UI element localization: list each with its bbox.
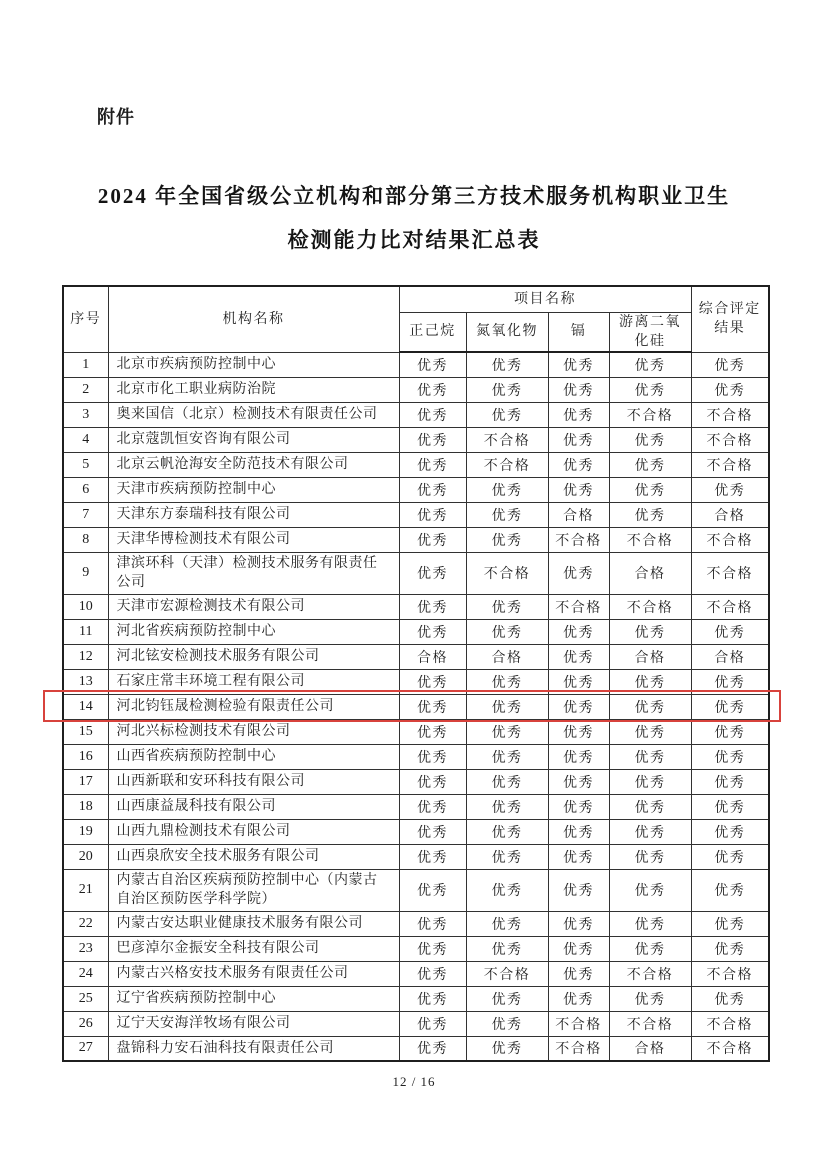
result-overall: 不合格 (691, 552, 769, 594)
result-overall: 优秀 (691, 986, 769, 1011)
row-number: 4 (63, 427, 108, 452)
result-hexane: 优秀 (399, 552, 466, 594)
row-number: 25 (63, 986, 108, 1011)
table-row (63, 769, 769, 794)
result-cadmium: 优秀 (548, 552, 609, 594)
institution-name: 山西九鼎检测技术有限公司 (108, 819, 399, 844)
result-hexane: 优秀 (399, 427, 466, 452)
table-row (63, 619, 769, 644)
result-cadmium: 优秀 (548, 352, 609, 377)
result-cadmium: 优秀 (548, 961, 609, 986)
row-number: 11 (63, 619, 108, 644)
result-cadmium: 优秀 (548, 477, 609, 502)
result-overall: 优秀 (691, 619, 769, 644)
result-nitrogen-oxides: 不合格 (466, 427, 548, 452)
table-row (63, 694, 769, 719)
result-overall: 优秀 (691, 744, 769, 769)
header-institution: 机构名称 (108, 286, 399, 352)
result-overall: 优秀 (691, 911, 769, 936)
row-number: 26 (63, 1011, 108, 1036)
table-row (63, 869, 769, 911)
row-number: 6 (63, 477, 108, 502)
result-overall: 不合格 (691, 452, 769, 477)
result-cadmium: 优秀 (548, 794, 609, 819)
row-number: 5 (63, 452, 108, 477)
result-hexane: 优秀 (399, 619, 466, 644)
result-cadmium: 优秀 (548, 844, 609, 869)
row-number: 17 (63, 769, 108, 794)
result-hexane: 优秀 (399, 986, 466, 1011)
table-row (63, 911, 769, 936)
table-row (63, 377, 769, 402)
result-nitrogen-oxides: 优秀 (466, 1036, 548, 1061)
row-number: 10 (63, 594, 108, 619)
result-cadmium: 优秀 (548, 869, 609, 911)
table-row (63, 819, 769, 844)
result-cadmium: 优秀 (548, 377, 609, 402)
result-cadmium: 优秀 (548, 911, 609, 936)
result-free-silica: 优秀 (609, 794, 691, 819)
result-hexane: 优秀 (399, 377, 466, 402)
row-number: 16 (63, 744, 108, 769)
result-free-silica: 优秀 (609, 719, 691, 744)
result-nitrogen-oxides: 优秀 (466, 527, 548, 552)
institution-name: 河北兴标检测技术有限公司 (108, 719, 399, 744)
institution-name: 内蒙古兴格安技术服务有限责任公司 (108, 961, 399, 986)
table-row (63, 594, 769, 619)
result-nitrogen-oxides: 不合格 (466, 552, 548, 594)
result-hexane: 优秀 (399, 594, 466, 619)
result-cadmium: 优秀 (548, 452, 609, 477)
result-overall: 优秀 (691, 694, 769, 719)
result-free-silica: 不合格 (609, 961, 691, 986)
table-row (63, 352, 769, 377)
result-overall: 合格 (691, 502, 769, 527)
result-overall: 优秀 (691, 477, 769, 502)
institution-name: 河北省疾病预防控制中心 (108, 619, 399, 644)
result-nitrogen-oxides: 优秀 (466, 794, 548, 819)
result-hexane: 优秀 (399, 669, 466, 694)
institution-name: 辽宁天安海洋牧场有限公司 (108, 1011, 399, 1036)
result-hexane: 优秀 (399, 402, 466, 427)
table-row (63, 502, 769, 527)
result-cadmium: 优秀 (548, 819, 609, 844)
result-free-silica: 不合格 (609, 594, 691, 619)
result-overall: 优秀 (691, 352, 769, 377)
table-row (63, 527, 769, 552)
institution-name: 北京蔻凯恒安咨询有限公司 (108, 427, 399, 452)
result-cadmium: 不合格 (548, 1011, 609, 1036)
result-nitrogen-oxides: 优秀 (466, 594, 548, 619)
row-number: 21 (63, 869, 108, 911)
result-overall: 不合格 (691, 1036, 769, 1061)
result-cadmium: 优秀 (548, 644, 609, 669)
result-free-silica: 优秀 (609, 377, 691, 402)
result-nitrogen-oxides: 优秀 (466, 819, 548, 844)
result-overall: 优秀 (691, 844, 769, 869)
result-free-silica: 优秀 (609, 911, 691, 936)
result-hexane: 优秀 (399, 719, 466, 744)
table-row (63, 552, 769, 594)
title-line-2: 检测能力比对结果汇总表 (287, 228, 541, 252)
row-number: 18 (63, 794, 108, 819)
result-free-silica: 优秀 (609, 427, 691, 452)
result-free-silica: 合格 (609, 552, 691, 594)
result-free-silica: 优秀 (609, 694, 691, 719)
result-hexane: 优秀 (399, 452, 466, 477)
result-hexane: 优秀 (399, 694, 466, 719)
table-row (63, 961, 769, 986)
result-nitrogen-oxides: 优秀 (466, 911, 548, 936)
institution-name: 盘锦科力安石油科技有限责任公司 (108, 1036, 399, 1061)
result-hexane: 优秀 (399, 869, 466, 911)
result-hexane: 优秀 (399, 819, 466, 844)
result-free-silica: 不合格 (609, 527, 691, 552)
result-overall: 合格 (691, 644, 769, 669)
result-hexane: 优秀 (399, 1036, 466, 1061)
table-row (63, 936, 769, 961)
row-number: 1 (63, 352, 108, 377)
header-project-hexane: 正己烷 (399, 312, 466, 352)
result-nitrogen-oxides: 优秀 (466, 402, 548, 427)
result-cadmium: 优秀 (548, 619, 609, 644)
result-overall: 优秀 (691, 936, 769, 961)
table-row (63, 794, 769, 819)
result-hexane: 优秀 (399, 844, 466, 869)
result-free-silica: 优秀 (609, 744, 691, 769)
result-hexane: 优秀 (399, 1011, 466, 1036)
row-number: 2 (63, 377, 108, 402)
result-nitrogen-oxides: 优秀 (466, 1011, 548, 1036)
result-nitrogen-oxides: 优秀 (466, 719, 548, 744)
result-free-silica: 优秀 (609, 986, 691, 1011)
result-hexane: 合格 (399, 644, 466, 669)
result-free-silica: 优秀 (609, 844, 691, 869)
table-row (63, 644, 769, 669)
row-number: 7 (63, 502, 108, 527)
result-overall: 不合格 (691, 527, 769, 552)
result-hexane: 优秀 (399, 961, 466, 986)
result-overall: 不合格 (691, 961, 769, 986)
institution-name: 山西新联和安环科技有限公司 (108, 769, 399, 794)
result-nitrogen-oxides: 优秀 (466, 769, 548, 794)
result-cadmium: 优秀 (548, 694, 609, 719)
table-row (63, 744, 769, 769)
institution-name: 内蒙古安达职业健康技术服务有限公司 (108, 911, 399, 936)
result-cadmium: 优秀 (548, 427, 609, 452)
institution-name: 北京云帆沧海安全防范技术有限公司 (108, 452, 399, 477)
row-number: 23 (63, 936, 108, 961)
result-free-silica: 优秀 (609, 869, 691, 911)
result-overall: 不合格 (691, 402, 769, 427)
table-row (63, 427, 769, 452)
row-number: 12 (63, 644, 108, 669)
institution-name: 北京市疾病预防控制中心 (108, 352, 399, 377)
result-nitrogen-oxides: 优秀 (466, 352, 548, 377)
result-hexane: 优秀 (399, 769, 466, 794)
result-cadmium: 优秀 (548, 669, 609, 694)
result-overall: 优秀 (691, 819, 769, 844)
table-row (63, 452, 769, 477)
table-row (63, 477, 769, 502)
result-free-silica: 优秀 (609, 769, 691, 794)
result-overall: 不合格 (691, 594, 769, 619)
result-free-silica: 优秀 (609, 619, 691, 644)
header-project-cadmium: 镉 (548, 312, 609, 352)
result-overall: 优秀 (691, 719, 769, 744)
institution-name: 山西省疾病预防控制中心 (108, 744, 399, 769)
result-cadmium: 不合格 (548, 527, 609, 552)
result-cadmium: 不合格 (548, 1036, 609, 1061)
result-nitrogen-oxides: 优秀 (466, 477, 548, 502)
result-hexane: 优秀 (399, 502, 466, 527)
row-number: 8 (63, 527, 108, 552)
result-nitrogen-oxides: 优秀 (466, 694, 548, 719)
result-overall: 不合格 (691, 1011, 769, 1036)
row-number: 13 (63, 669, 108, 694)
institution-name: 河北钧钰晟检测检验有限责任公司 (108, 694, 399, 719)
result-overall: 优秀 (691, 377, 769, 402)
header-no: 序号 (63, 286, 108, 352)
institution-name: 山西泉欣安全技术服务有限公司 (108, 844, 399, 869)
result-hexane: 优秀 (399, 936, 466, 961)
row-number: 14 (63, 694, 108, 719)
institution-name: 巴彦淖尔金振安全科技有限公司 (108, 936, 399, 961)
title-line-1: 2024 年全国省级公立机构和部分第三方技术服务机构职业卫生 (97, 184, 731, 208)
institution-name: 石家庄常丰环境工程有限公司 (108, 669, 399, 694)
table-row (63, 1036, 769, 1061)
row-number: 22 (63, 911, 108, 936)
table-row (63, 986, 769, 1011)
institution-name: 辽宁省疾病预防控制中心 (108, 986, 399, 1011)
result-hexane: 优秀 (399, 352, 466, 377)
result-nitrogen-oxides: 优秀 (466, 936, 548, 961)
result-nitrogen-oxides: 不合格 (466, 452, 548, 477)
result-free-silica: 优秀 (609, 452, 691, 477)
institution-name: 奥来国信（北京）检测技术有限责任公司 (108, 402, 399, 427)
result-free-silica: 优秀 (609, 352, 691, 377)
result-nitrogen-oxides: 优秀 (466, 619, 548, 644)
result-overall: 优秀 (691, 794, 769, 819)
institution-name: 天津东方泰瑞科技有限公司 (108, 502, 399, 527)
result-cadmium: 优秀 (548, 769, 609, 794)
result-free-silica: 优秀 (609, 669, 691, 694)
result-hexane: 优秀 (399, 911, 466, 936)
result-free-silica: 合格 (609, 1036, 691, 1061)
result-cadmium: 优秀 (548, 986, 609, 1011)
result-nitrogen-oxides: 优秀 (466, 986, 548, 1011)
institution-name: 天津华博检测技术有限公司 (108, 527, 399, 552)
result-free-silica: 合格 (609, 644, 691, 669)
result-cadmium: 合格 (548, 502, 609, 527)
result-hexane: 优秀 (399, 794, 466, 819)
result-nitrogen-oxides: 优秀 (466, 844, 548, 869)
row-number: 3 (63, 402, 108, 427)
results-table (62, 285, 770, 1062)
result-hexane: 优秀 (399, 744, 466, 769)
result-overall: 不合格 (691, 427, 769, 452)
table-row (63, 844, 769, 869)
header-overall: 综合评定结果 (691, 286, 769, 352)
institution-name: 山西康益晟科技有限公司 (108, 794, 399, 819)
result-overall: 优秀 (691, 869, 769, 911)
institution-name: 内蒙古自治区疾病预防控制中心（内蒙古自治区预防医学科学院） (108, 869, 399, 911)
result-cadmium: 优秀 (548, 402, 609, 427)
result-free-silica: 优秀 (609, 502, 691, 527)
row-number: 20 (63, 844, 108, 869)
result-hexane: 优秀 (399, 477, 466, 502)
result-cadmium: 优秀 (548, 744, 609, 769)
row-number: 15 (63, 719, 108, 744)
result-nitrogen-oxides: 不合格 (466, 961, 548, 986)
institution-name: 津滨环科（天津）检测技术服务有限责任公司 (108, 552, 399, 594)
table-row (63, 402, 769, 427)
row-number: 24 (63, 961, 108, 986)
result-nitrogen-oxides: 优秀 (466, 744, 548, 769)
result-nitrogen-oxides: 合格 (466, 644, 548, 669)
result-nitrogen-oxides: 优秀 (466, 869, 548, 911)
result-cadmium: 优秀 (548, 719, 609, 744)
row-number: 19 (63, 819, 108, 844)
institution-name: 河北铉安检测技术服务有限公司 (108, 644, 399, 669)
table-row (63, 1011, 769, 1036)
result-free-silica: 优秀 (609, 936, 691, 961)
table-row (63, 719, 769, 744)
header-project-free-silica: 游离二氧化硅 (609, 312, 691, 352)
attachment-label: 附件 (97, 107, 135, 127)
result-nitrogen-oxides: 优秀 (466, 502, 548, 527)
page-number: 12 / 16 (392, 1074, 436, 1089)
result-nitrogen-oxides: 优秀 (466, 669, 548, 694)
result-nitrogen-oxides: 优秀 (466, 377, 548, 402)
result-overall: 优秀 (691, 669, 769, 694)
result-free-silica: 不合格 (609, 402, 691, 427)
result-cadmium: 不合格 (548, 594, 609, 619)
result-free-silica: 不合格 (609, 1011, 691, 1036)
header-project-group: 项目名称 (399, 286, 691, 312)
row-number: 27 (63, 1036, 108, 1061)
institution-name: 天津市宏源检测技术有限公司 (108, 594, 399, 619)
result-free-silica: 优秀 (609, 819, 691, 844)
result-cadmium: 优秀 (548, 936, 609, 961)
table-row (63, 669, 769, 694)
row-number: 9 (63, 552, 108, 594)
result-overall: 优秀 (691, 769, 769, 794)
institution-name: 天津市疾病预防控制中心 (108, 477, 399, 502)
result-free-silica: 优秀 (609, 477, 691, 502)
institution-name: 北京市化工职业病防治院 (108, 377, 399, 402)
header-project-nitrogen-oxides: 氮氧化物 (466, 312, 548, 352)
result-hexane: 优秀 (399, 527, 466, 552)
document-title (0, 174, 828, 262)
